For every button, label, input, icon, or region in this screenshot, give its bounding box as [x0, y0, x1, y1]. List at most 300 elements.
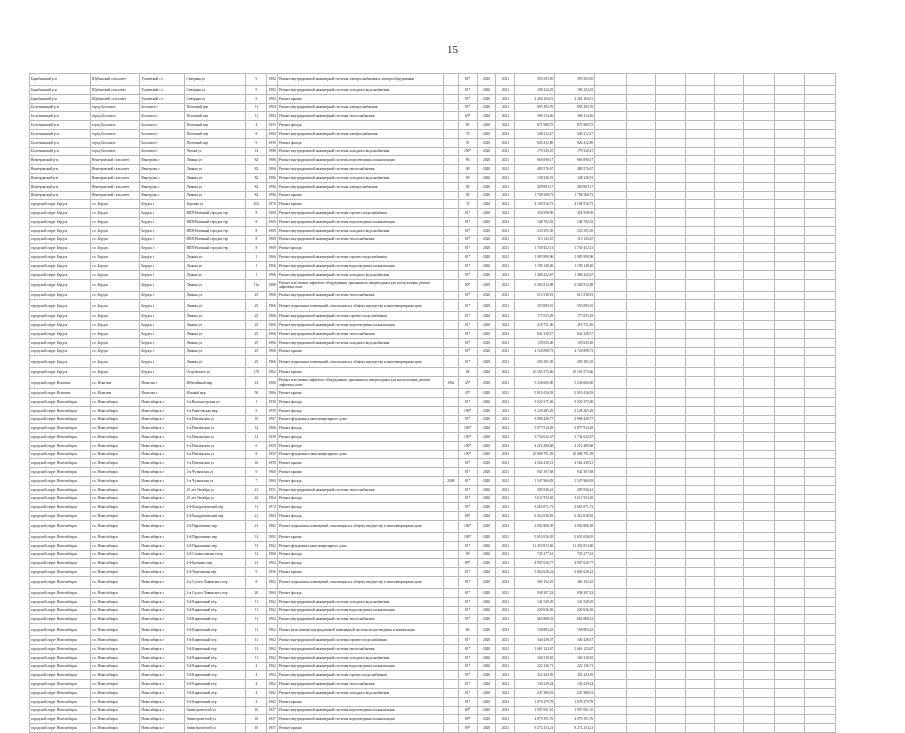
table-cell: 10	[246, 415, 267, 424]
table-cell: 8	[246, 217, 267, 226]
table-cell	[595, 715, 627, 724]
table-cell: Новосибирск г	[140, 589, 185, 598]
table-cell: 2021	[496, 112, 515, 121]
table-cell	[626, 597, 655, 606]
table-cell	[626, 577, 655, 589]
table-cell: 3-й Кирпичный пер	[185, 671, 246, 680]
table-cell: Ремонт фасада	[277, 433, 443, 442]
table-cell	[774, 191, 804, 200]
table-cell: 3 602 628,22	[555, 568, 595, 577]
table-cell: 1 730 452,13	[555, 244, 595, 253]
table-cell	[715, 606, 744, 615]
table-cell	[443, 680, 458, 689]
table-cell: 3 998 428,77	[515, 415, 555, 424]
table-cell	[715, 503, 744, 512]
table-cell	[805, 121, 836, 130]
table-cell	[744, 270, 774, 279]
table-cell: 31	[246, 533, 267, 542]
table-cell: 11 453 813,66	[555, 541, 595, 550]
table-cell	[805, 94, 836, 103]
table-cell	[595, 226, 627, 235]
table-cell: 85	[458, 121, 477, 130]
table-cell	[443, 503, 458, 512]
table-cell: городской округ Искитим	[30, 377, 91, 389]
table-cell	[626, 433, 655, 442]
table-cell: 1955	[267, 121, 278, 130]
table-row	[30, 377, 836, 389]
table-row	[30, 459, 836, 468]
table-row	[30, 494, 836, 503]
table-cell	[774, 329, 804, 338]
table-cell	[626, 494, 655, 503]
table-cell	[626, 689, 655, 698]
table-cell: Шубинский сельсовет	[90, 74, 139, 86]
table-cell: 2021	[496, 253, 515, 262]
table-cell: Ленина ул	[185, 279, 246, 291]
table-cell: 4 212 490,68	[515, 441, 555, 450]
table-cell: г.о. Новосибирск	[90, 653, 139, 662]
table-row	[30, 138, 836, 147]
table-cell	[656, 253, 685, 262]
table-cell: Болотное г	[140, 147, 185, 156]
table-cell	[626, 347, 655, 356]
table-cell: 220 636,56	[515, 606, 555, 615]
table-cell	[656, 165, 685, 174]
table-cell	[595, 541, 627, 550]
table-cell: 2021	[496, 368, 515, 377]
table-cell: Бердск г	[140, 291, 185, 300]
table-cell	[443, 697, 458, 706]
table-cell	[626, 86, 655, 95]
table-cell	[744, 74, 774, 86]
table-cell: 3-й Кирпичный пер	[185, 624, 246, 636]
table-cell	[685, 347, 714, 356]
table-cell: 81*	[458, 589, 477, 598]
table-cell	[656, 597, 685, 606]
table-cell	[744, 347, 774, 356]
table-cell	[443, 533, 458, 542]
table-cell	[595, 533, 627, 542]
table-cell: 2020	[477, 329, 496, 338]
table-cell: 5 236 660,00	[515, 377, 555, 389]
table-cell: Ремонт подвальных помещений, относящихся к общему имуществу в многоквартирном доме	[277, 577, 443, 589]
table-cell	[595, 235, 627, 244]
table-cell: 2020	[477, 103, 496, 112]
table-cell: Ремонт внутридомовой инженерной системы теплоснабжения	[277, 235, 443, 244]
table-cell	[656, 636, 685, 645]
table-cell: 1962	[267, 671, 278, 680]
table-cell	[626, 279, 655, 291]
table-cell	[443, 261, 458, 270]
table-cell: Ремонт внутридомовой инженерной системы водоотведения и канализации	[277, 321, 443, 330]
table-cell	[715, 468, 744, 477]
table-cell	[744, 645, 774, 654]
table-cell: Бердск г	[140, 312, 185, 321]
table-cell: 1 708 568,73	[555, 191, 595, 200]
table-cell	[685, 559, 714, 568]
table-cell	[715, 86, 744, 95]
table-cell	[715, 209, 744, 218]
table-cell	[595, 550, 627, 559]
table-cell: 141 528,29	[555, 597, 595, 606]
table-cell: г.о. Бердск	[90, 209, 139, 218]
table-cell	[443, 724, 458, 733]
table-cell	[805, 441, 836, 450]
table-cell	[685, 329, 714, 338]
table-cell: 25	[246, 312, 267, 321]
table-cell: Новосибирск г	[140, 671, 185, 680]
table-cell: 179 520,47	[515, 147, 555, 156]
table-cell: Венгерово с	[140, 191, 185, 200]
table-cell	[656, 235, 685, 244]
table-cell: Ремонт внутридомовой инженерной системы водоотведения и канализации	[277, 715, 443, 724]
table-cell	[626, 103, 655, 112]
table-cell	[656, 559, 685, 568]
table-cell	[715, 279, 744, 291]
table-cell: Новосибирск г	[140, 521, 185, 533]
table-cell	[805, 103, 836, 112]
table-cell: 81*	[458, 606, 477, 615]
table-cell	[626, 226, 655, 235]
table-cell: г.о. Новосибирск	[90, 680, 139, 689]
table-cell: г.о. Новосибирск	[90, 477, 139, 486]
table-cell	[774, 689, 804, 698]
table-row	[30, 415, 836, 424]
table-cell: городской округ Новосибирск	[30, 477, 91, 486]
table-cell: 1962	[267, 680, 278, 689]
table-cell: 1986	[267, 156, 278, 165]
table-cell	[443, 182, 458, 191]
table-cell	[595, 706, 627, 715]
table-cell	[443, 689, 458, 698]
table-cell: 2021	[496, 397, 515, 406]
table-cell	[656, 147, 685, 156]
table-cell	[626, 715, 655, 724]
table-cell	[805, 321, 836, 330]
table-cell: 1964	[267, 494, 278, 503]
table-cell: Ремонт крыши	[277, 724, 443, 733]
table-cell: городской округ Новосибирск	[30, 624, 91, 636]
table-cell: 826 412,80	[515, 138, 555, 147]
table-cell: Северная ул	[185, 74, 246, 86]
table-cell: 45*	[458, 377, 477, 389]
table-cell: Ремонт фасада	[277, 121, 443, 130]
table-cell: 2020	[477, 244, 496, 253]
table-cell	[774, 200, 804, 209]
table-cell: 866 090,17	[555, 156, 595, 165]
table-cell: 4	[246, 689, 267, 698]
table-row	[30, 329, 836, 338]
table-cell	[595, 597, 627, 606]
table-cell: Болотнинский р-н	[30, 103, 91, 112]
table-cell: Бердск г	[140, 253, 185, 262]
table-cell	[805, 533, 836, 542]
table-cell: городской округ Бердск	[30, 217, 91, 226]
table-cell: 352 443,39	[555, 671, 595, 680]
table-cell	[656, 209, 685, 218]
table-cell: Новосибирск г	[140, 397, 185, 406]
table-cell: 2020	[477, 441, 496, 450]
table-cell	[685, 503, 714, 512]
table-cell: 2020	[477, 312, 496, 321]
table-cell: 1 730 452,13	[515, 244, 555, 253]
table-cell: 352 443,39	[515, 671, 555, 680]
table-cell: 148 702,02	[515, 217, 555, 226]
table-cell: 81*	[458, 415, 477, 424]
table-cell	[626, 147, 655, 156]
table-cell: Ремонт фасада	[277, 397, 443, 406]
table-cell	[626, 503, 655, 512]
table-cell: 4 907 020,77	[555, 559, 595, 568]
table-cell: городской округ Бердск	[30, 321, 91, 330]
table-cell: 5 653 026,05	[515, 533, 555, 542]
table-cell	[685, 624, 714, 636]
table-cell	[715, 312, 744, 321]
table-cell	[805, 724, 836, 733]
table-cell: 871 980,75	[515, 121, 555, 130]
table-cell: 2021	[496, 389, 515, 398]
table-cell: Ленина ул	[185, 312, 246, 321]
table-cell: городской округ Новосибирск	[30, 559, 91, 568]
table-cell	[774, 397, 804, 406]
table-cell: 1966	[267, 253, 278, 262]
table-cell: Авиастроителей ул	[185, 724, 246, 733]
table-cell	[715, 347, 744, 356]
table-cell	[744, 129, 774, 138]
table-cell: Новосибирск г	[140, 715, 185, 724]
table-cell: 160 210,65	[515, 653, 555, 662]
table-row	[30, 226, 836, 235]
table-cell	[595, 338, 627, 347]
table-cell	[685, 485, 714, 494]
table-cell: 25	[246, 291, 267, 300]
table-cell: 11	[246, 636, 267, 645]
table-cell: городской округ Новосибирск	[30, 715, 91, 724]
table-cell: 2020	[477, 261, 496, 270]
table-cell	[685, 86, 714, 95]
table-cell	[595, 624, 627, 636]
table-cell: 2021	[496, 94, 515, 103]
table-cell: 2020	[477, 645, 496, 654]
table-cell: 4 104 916,73	[515, 200, 555, 209]
table-cell	[715, 577, 744, 589]
table-cell: Бердск г	[140, 217, 185, 226]
table-cell: 3-й Кирпичный пер	[185, 615, 246, 624]
table-cell: г.о. Бердск	[90, 368, 139, 377]
table-cell: 3-й Кирпичный пер	[185, 606, 246, 615]
table-cell: Новосибирск г	[140, 606, 185, 615]
table-cell: 1988	[267, 147, 278, 156]
table-cell: Новосибирск г	[140, 597, 185, 606]
table-cell: Ремонт или замена лифтового оборудования, признанного непригодным для эксплуатации, ремонт лифтовых шахт	[277, 279, 443, 291]
table-cell: 2021	[496, 261, 515, 270]
table-cell	[656, 477, 685, 486]
table-cell	[595, 270, 627, 279]
table-cell	[805, 636, 836, 645]
table-cell	[744, 541, 774, 550]
table-cell	[656, 347, 685, 356]
table-cell	[626, 645, 655, 654]
table-cell: 354 958,99	[555, 209, 595, 218]
table-cell: 10 068 791,59	[515, 450, 555, 459]
table-cell: 2021	[496, 577, 515, 589]
table-cell: 293 391,05	[515, 356, 555, 368]
table-cell	[685, 112, 714, 121]
table-cell: 3 611 933,65	[555, 494, 595, 503]
table-cell	[595, 503, 627, 512]
table-cell: Новосибирск г	[140, 559, 185, 568]
table-cell: 1986	[267, 165, 278, 174]
table-cell	[774, 209, 804, 218]
table-cell	[744, 615, 774, 624]
table-cell: 179 520,47	[555, 147, 595, 156]
table-cell: городской округ Новосибирск	[30, 459, 91, 468]
table-cell: г.о. Новосибирск	[90, 559, 139, 568]
table-cell	[805, 156, 836, 165]
table-cell	[805, 300, 836, 312]
table-cell: 2-й Черепанова пер	[185, 568, 246, 577]
table-cell	[805, 662, 836, 671]
table-cell	[805, 589, 836, 598]
table-cell: Болотнинский р-н	[30, 112, 91, 121]
table-cell: Барабинский р-н	[30, 86, 91, 95]
table-cell: Ремонт фасада	[277, 138, 443, 147]
table-cell	[744, 533, 774, 542]
table-cell: 1 199 149,46	[515, 261, 555, 270]
table-cell: Новосибирск г	[140, 494, 185, 503]
table-cell: г.о. Бердск	[90, 321, 139, 330]
table-cell	[443, 424, 458, 433]
table-cell	[774, 165, 804, 174]
table-cell: 2021	[496, 415, 515, 424]
table-cell: 1966	[267, 347, 278, 356]
table-cell	[685, 662, 714, 671]
table-cell	[626, 512, 655, 521]
table-cell: 4 724 898,73	[515, 347, 555, 356]
table-cell	[715, 415, 744, 424]
table-cell: Ремонт внутридомовой инженерной системы электроснабжения и электрооборудования	[277, 74, 443, 86]
table-cell	[805, 377, 836, 389]
table-cell	[805, 182, 836, 191]
table-cell: 2-й Пархоменко пер	[185, 533, 246, 542]
table-cell	[744, 671, 774, 680]
table-cell: 100*	[458, 433, 477, 442]
table-cell	[443, 406, 458, 415]
table-cell	[715, 138, 744, 147]
table-cell	[656, 615, 685, 624]
table-cell	[626, 270, 655, 279]
table-cell	[805, 173, 836, 182]
table-cell: 2-й Пархоменко пер	[185, 541, 246, 550]
table-cell: городской округ Новосибирск	[30, 689, 91, 698]
table-cell	[656, 191, 685, 200]
table-cell: 1982	[267, 74, 278, 86]
table-cell	[656, 182, 685, 191]
table-cell	[595, 468, 627, 477]
table-cell	[626, 261, 655, 270]
table-cell: Почтовый пер	[185, 129, 246, 138]
table-cell	[715, 433, 744, 442]
table-cell	[626, 244, 655, 253]
table-cell: 1 878 279,78	[515, 697, 555, 706]
table-cell: 1960	[267, 477, 278, 486]
table-cell: 222 136,71	[515, 662, 555, 671]
table-cell: Ремонт внутридомовой инженерной системы холодного водоснабжения	[277, 147, 443, 156]
table-cell: 5 020 375,36	[515, 397, 555, 406]
table-cell: 89*	[458, 715, 477, 724]
table-cell: Бердск г	[140, 300, 185, 312]
table-cell	[805, 541, 836, 550]
table-cell: г.о. Новосибирск	[90, 645, 139, 654]
table-cell: 2021	[496, 226, 515, 235]
table-cell: 135 045,40	[555, 338, 595, 347]
table-cell: Ремонт крыши	[277, 200, 443, 209]
table-cell: 2020	[477, 477, 496, 486]
table-cell: Новосибирск г	[140, 706, 185, 715]
table-cell: Ремонт внутридомовой инженерной системы теплоснабжения	[277, 485, 443, 494]
table-cell	[715, 512, 744, 521]
table-cell	[656, 74, 685, 86]
table-cell	[443, 94, 458, 103]
table-cell: 1984	[267, 112, 278, 121]
table-cell	[805, 503, 836, 512]
table-cell: 6 414 038,83	[555, 512, 595, 521]
table-cell: г.о. Новосибирск	[90, 715, 139, 724]
table-cell	[774, 615, 804, 624]
table-cell: 1966	[267, 338, 278, 347]
table-cell: городской округ Новосибирск	[30, 433, 91, 442]
table-cell: г.о. Бердск	[90, 312, 139, 321]
table-cell: Болотное г	[140, 112, 185, 121]
table-cell: 66	[458, 624, 477, 636]
table-row	[30, 397, 836, 406]
table-cell: 81*	[458, 636, 477, 645]
table-cell: Бердск г	[140, 226, 185, 235]
table-row	[30, 697, 836, 706]
table-cell	[805, 312, 836, 321]
table-cell: 1	[246, 261, 267, 270]
table-cell: Новосибирск г	[140, 485, 185, 494]
table-cell: 2020	[477, 389, 496, 398]
table-cell: Новосибирск г	[140, 568, 185, 577]
table-row	[30, 671, 836, 680]
table-cell	[443, 559, 458, 568]
table-cell	[443, 173, 458, 182]
table-row	[30, 291, 836, 300]
table-cell	[685, 715, 714, 724]
table-cell	[656, 156, 685, 165]
table-cell	[626, 606, 655, 615]
table-cell: 2021	[496, 550, 515, 559]
table-cell: Бердск г	[140, 321, 185, 330]
table-cell: 3-й Кирпичный пер	[185, 645, 246, 654]
table-cell	[685, 550, 714, 559]
table-cell	[744, 156, 774, 165]
table-cell: Ремонт внутридомовой инженерной системы холодного водоснабжения	[277, 338, 443, 347]
table-cell	[805, 147, 836, 156]
table-cell: 90	[458, 173, 477, 182]
table-cell: 2021	[496, 541, 515, 550]
table-cell	[715, 441, 744, 450]
table-cell	[656, 138, 685, 147]
table-cell: 2020	[477, 94, 496, 103]
table-cell: Ремонт подвальных помещений, относящихся к общему имуществу в многоквартирном доме	[277, 356, 443, 368]
table-cell: 1969	[267, 235, 278, 244]
table-cell: 11	[246, 615, 267, 624]
table-row	[30, 300, 836, 312]
table-cell: г.о. Новосибирск	[90, 577, 139, 589]
table-cell	[805, 577, 836, 589]
